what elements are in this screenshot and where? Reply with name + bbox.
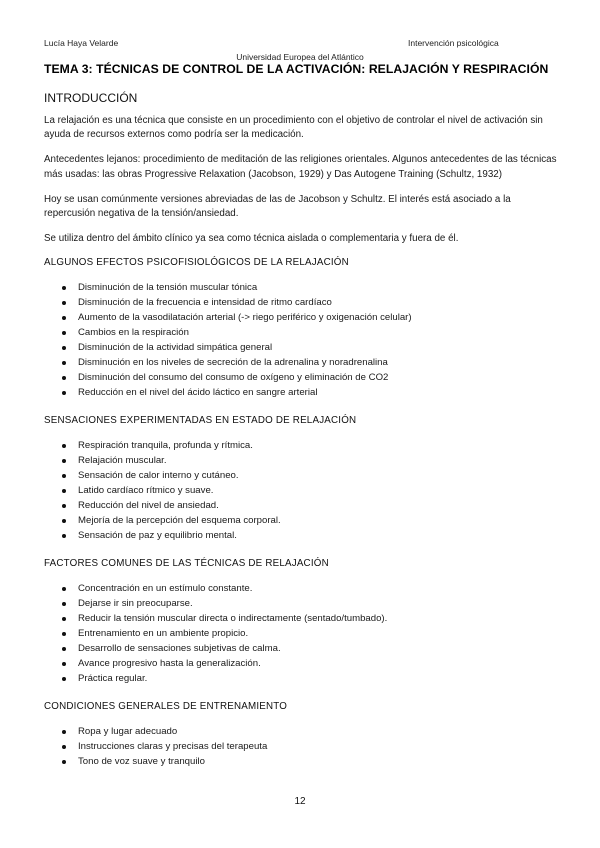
bullet-icon [62,346,66,350]
header-subject: Intervención psicológica [408,38,499,48]
list-item: Mejoría de la percepción del esquema corporal. [64,513,559,528]
paragraph: Antecedentes lejanos: procedimiento de meditación de las religiones orientales. Algunos antecedentes de las técnicas más usadas: las obras Progressive Relaxation (Jacobson, 1929) y Das Autogene Training (Schultz, 1932) [44,154,557,180]
section-heading-factors: FACTORES COMUNES DE LAS TÉCNICAS DE RELAJACIÓN [44,558,329,570]
list-item: Disminución de la tensión muscular tónica [64,280,559,295]
list-item: Relajación muscular. [64,453,559,468]
document-body [44,62,559,769]
list-item: Reducir la tensión muscular directa o indirectamente (sentado/tumbado). [64,611,559,626]
bullet-icon [62,474,66,478]
paragraph: Hoy se usan comúnmente versiones abreviadas de las de Jacobson y Schultz. El interés está asociado a la repercusión negativa de la tensión/ansiedad. [44,193,511,220]
list-item: Reducción en el nivel del ácido láctico en sangre arterial [64,385,559,400]
list-item: Desarrollo de sensaciones subjetivas de calma. [64,641,559,656]
list-item: Ropa y lugar adecuado [64,724,559,739]
list-item: Concentración en un estímulo constante. [64,581,559,596]
list-item: Tono de voz suave y tranquilo [64,754,559,769]
list-item: Aumento de la vasodilatación arterial (-> riego periférico y oxigenación celular) [64,310,559,325]
bullet-icon [62,677,66,681]
list-item: Disminución del consumo del consumo de oxígeno y eliminación de CO2 [64,370,559,385]
bullet-icon [62,391,66,395]
bullet-icon [62,730,66,734]
bullet-icon [62,459,66,463]
header-university: Universidad Europea del Atlántico [236,52,364,62]
list-item: Disminución en los niveles de secreción de la adrenalina y noradrenalina [64,355,559,370]
bullet-icon [62,316,66,320]
intro-heading: INTRODUCCIÓN [44,91,138,105]
bullet-icon [62,376,66,380]
bullet-icon [62,617,66,621]
list-item: Avance progresivo hasta la generalización. [64,656,559,671]
bullet-icon [62,534,66,538]
section-heading-effects: ALGUNOS EFECTOS PSICOFISIOLÓGICOS DE LA RELAJACIÓN [44,257,349,269]
list-item: Entrenamiento en un ambiente propicio. [64,626,559,641]
paragraph: La relajación es una técnica que consiste en un procedimiento con el objetivo de controlar el nivel de activación sin ayuda de recursos externos como podría ser la medicación. [44,115,543,141]
bullet-icon [62,489,66,493]
list-item: Práctica regular. [64,671,559,686]
conditions-list [44,724,559,769]
factors-list [44,581,559,686]
bullet-icon [62,519,66,523]
bullet-icon [62,632,66,636]
bullet-icon [62,760,66,764]
bullet-icon [62,444,66,448]
list-item: Respiración tranquila, profunda y rítmica. [64,438,559,453]
header-author: Lucía Haya Velarde [44,38,119,48]
bullet-icon [62,745,66,749]
list-item: Disminución de la frecuencia e intensidad de ritmo cardíaco [64,295,559,310]
page-title: TEMA 3: TÉCNICAS DE CONTROL DE LA ACTIVACIÓN: RELAJACIÓN Y RESPIRACIÓN [44,62,549,76]
bullet-icon [62,647,66,651]
bullet-icon [62,331,66,335]
list-item: Reducción del nivel de ansiedad. [64,498,559,513]
list-item: Disminución de la actividad simpática general [64,340,559,355]
section-heading-sensations: SENSACIONES EXPERIMENTADAS EN ESTADO DE RELAJACIÓN [44,415,357,427]
list-item: Instrucciones claras y precisas del terapeuta [64,739,559,754]
list-item: Sensación de calor interno y cutáneo. [64,468,559,483]
page-number: 12 [294,796,306,807]
section-heading-conditions: CONDICIONES GENERALES DE ENTRENAMIENTO [44,701,288,713]
bullet-icon [62,361,66,365]
bullet-icon [62,662,66,666]
list-item: Dejarse ir sin preocuparse. [64,596,559,611]
bullet-icon [62,286,66,290]
list-item: Sensación de paz y equilibrio mental. [64,528,559,543]
list-item: Cambios en la respiración [64,325,559,340]
bullet-icon [62,587,66,591]
sensations-list [44,438,559,543]
paragraph: Se utiliza dentro del ámbito clínico ya sea como técnica aislada o complementaria y fuera de él. [44,233,459,245]
bullet-icon [62,602,66,606]
effects-list [44,280,559,400]
list-item: Latido cardíaco rítmico y suave. [64,483,559,498]
bullet-icon [62,504,66,508]
bullet-icon [62,301,66,305]
